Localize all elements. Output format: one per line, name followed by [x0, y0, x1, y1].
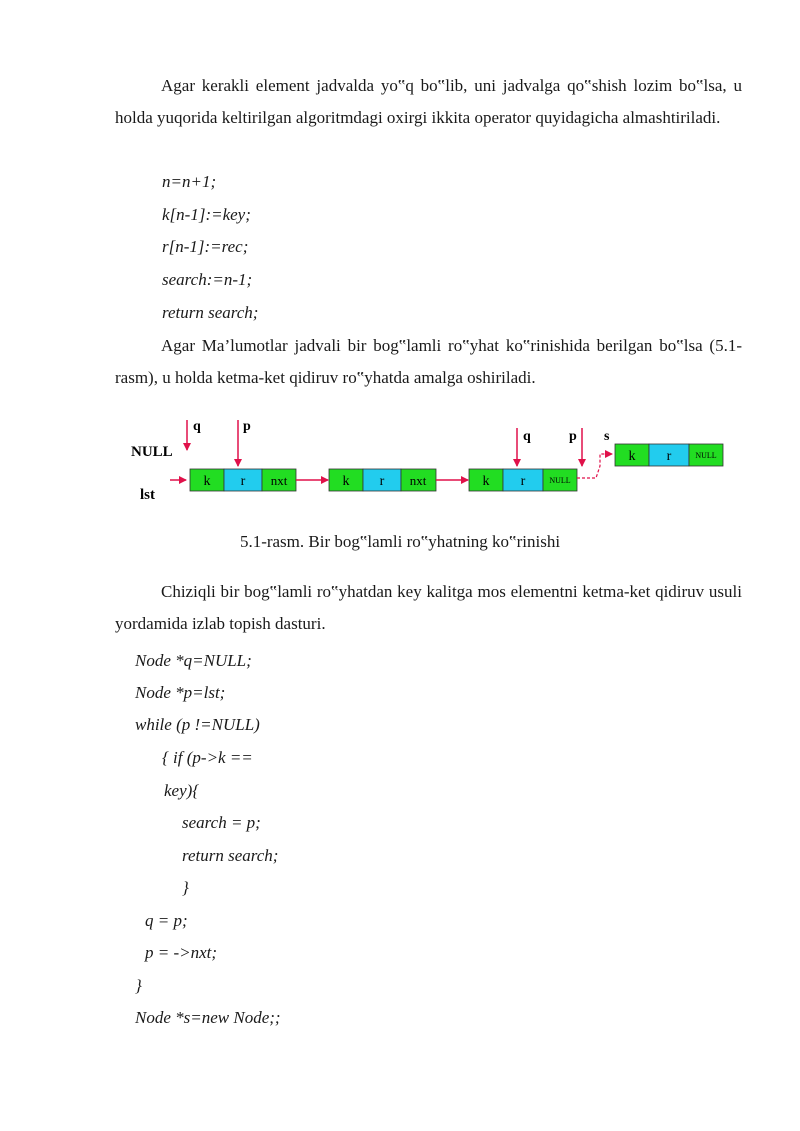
- code-line: search = p;: [182, 813, 261, 832]
- q-label: q: [193, 419, 201, 434]
- code-line: return search;: [162, 303, 259, 322]
- code-line: search:=n-1;: [162, 270, 253, 289]
- paragraph-program-intro: Chiziqli bir bog‟lamli ro‟yhatdan key kalitga mos elementni ketma-ket qidiruv usuli yordamida izlab topish dasturi.: [115, 582, 742, 633]
- paragraph-insert-note: Agar kerakli element jadvalda yo‟q bo‟lib, uni jadvalga qo‟shish lozim bo‟lsa, u holda yuqorida keltirilgan algoritmdagi oxirgi ikkita operator quyidagicha almashtiriladi.: [115, 76, 742, 127]
- code-line: while (p !=NULL): [135, 715, 260, 734]
- field-nxt: nxt: [270, 473, 288, 488]
- field-r: r: [240, 474, 246, 489]
- paragraph-linked-list-note: Agar Ma’lumotlar jadvali bir bog‟lamli ro‟yhat ko‟rinishida berilgan bo‟lsa (5.1-rasm), u holda ketma-ket qidiruv ro‟yhatda amalga oshiriladi.: [115, 336, 742, 387]
- lst-label: lst: [140, 487, 155, 503]
- field-k: k: [482, 474, 490, 489]
- code-line: Node *q=NULL;: [135, 651, 252, 670]
- field-null: NULL: [549, 476, 571, 485]
- field-null: NULL: [695, 451, 717, 460]
- field-r: r: [520, 474, 526, 489]
- q-label: q: [523, 429, 531, 444]
- field-r: r: [666, 449, 672, 464]
- code-line: Node *p=lst;: [135, 683, 226, 702]
- code-line: n=n+1;: [162, 172, 217, 191]
- code-line: return search;: [182, 846, 279, 865]
- figure-caption: 5.1-rasm. Bir bog‟lamli ro‟yhatning ko‟rinishi: [239, 532, 561, 551]
- s-label: s: [604, 429, 610, 444]
- new-list-node: [615, 444, 723, 466]
- field-nxt: nxt: [409, 473, 427, 488]
- p-label: p: [243, 419, 251, 434]
- null-label: NULL: [131, 444, 173, 460]
- code-line: }: [182, 878, 189, 897]
- list-node: [190, 469, 296, 491]
- list-node: [469, 469, 577, 491]
- code-line: k[n-1]:=key;: [162, 205, 251, 224]
- field-k: k: [628, 449, 636, 464]
- code-line: p = ->nxt;: [145, 943, 218, 962]
- linked-list-diagram: [0, 408, 800, 520]
- field-k: k: [342, 474, 350, 489]
- code-line: key){: [164, 781, 200, 800]
- code-line: { if (p->k ==: [162, 748, 253, 767]
- code-line: }: [135, 976, 142, 995]
- field-k: k: [203, 474, 211, 489]
- code-line: q = p;: [145, 911, 188, 930]
- field-r: r: [379, 474, 385, 489]
- list-node: [329, 469, 436, 491]
- code-line: Node *s=new Node;;: [135, 1008, 281, 1027]
- code-line: r[n-1]:=rec;: [162, 237, 249, 256]
- p-label: p: [569, 429, 577, 444]
